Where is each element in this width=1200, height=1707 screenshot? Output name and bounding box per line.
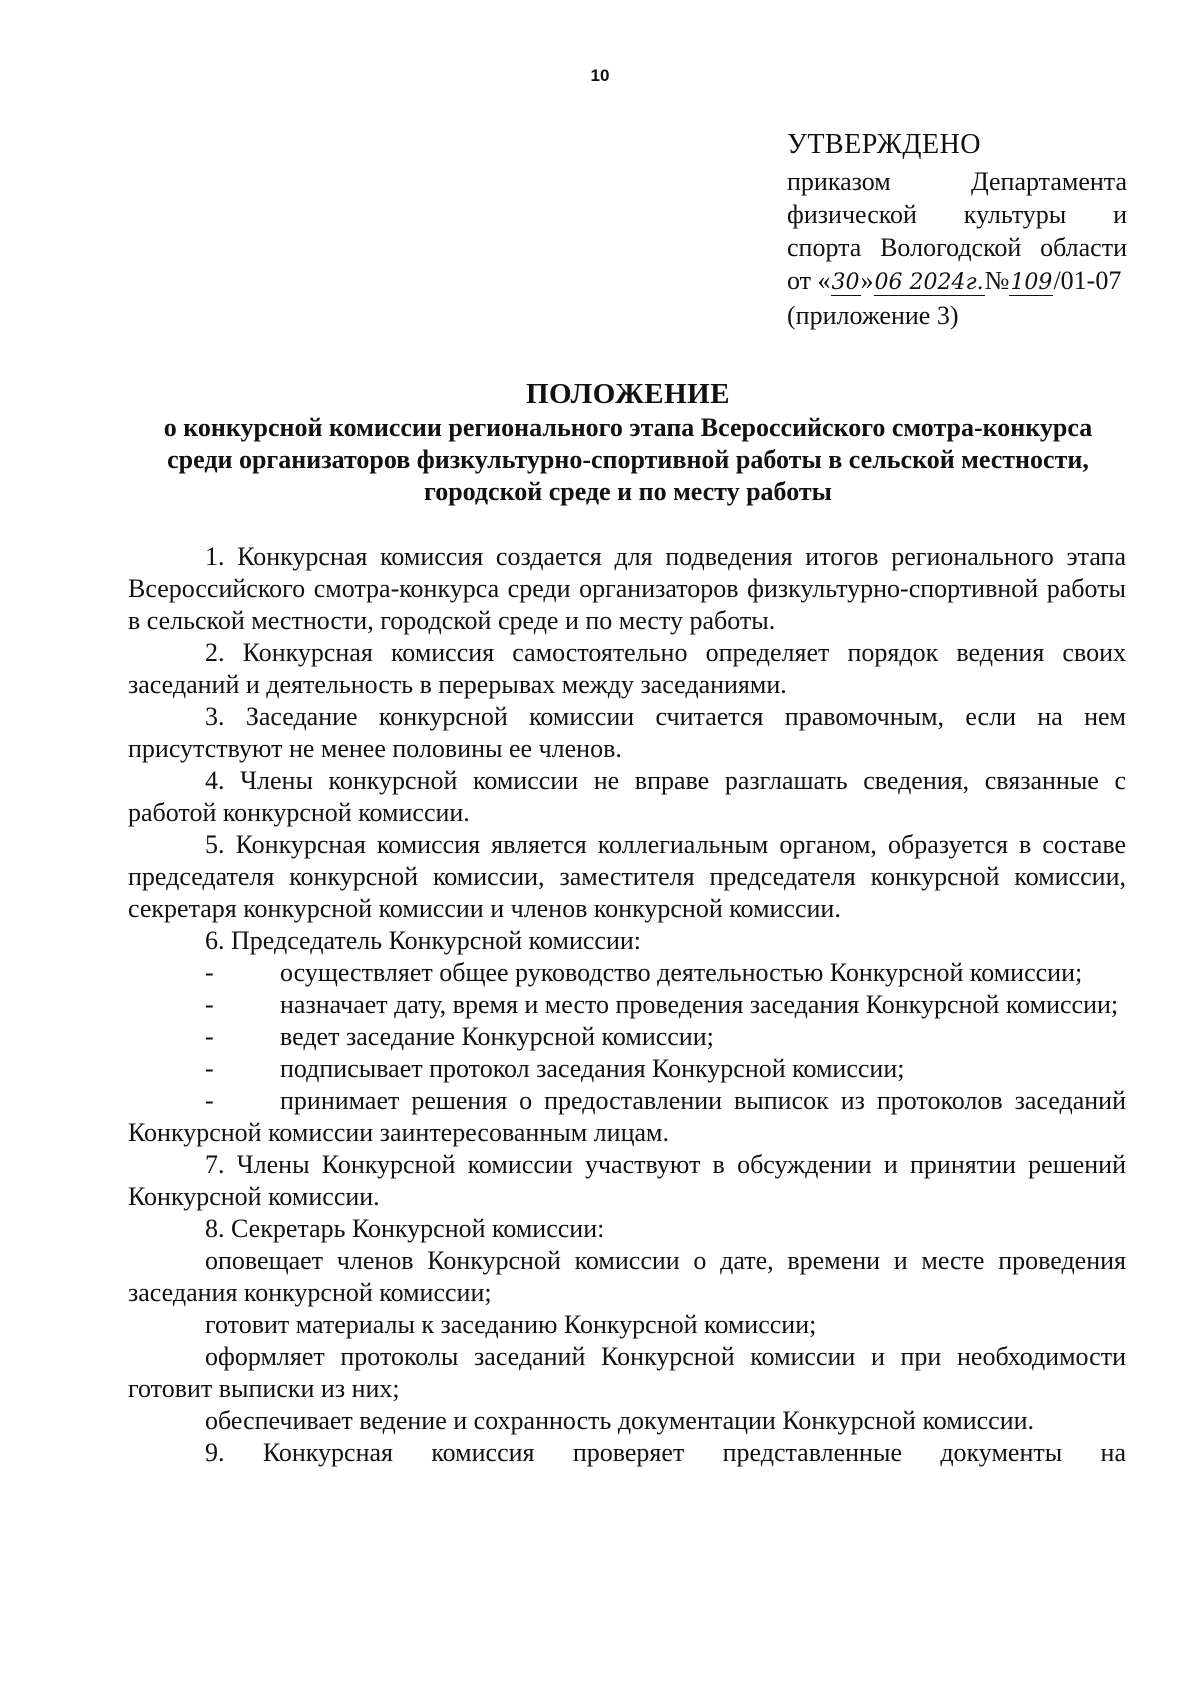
approval-heading: УТВЕРЖДЕНО: [787, 129, 982, 160]
number-sign: №: [984, 266, 1010, 295]
approval-line-1: приказом Департамента: [787, 167, 1127, 196]
handwritten-month-year: 06 2024г.: [874, 270, 984, 295]
date-mid: »: [860, 266, 874, 295]
page-number: 10: [590, 66, 610, 85]
list-dash: -: [205, 990, 214, 1019]
approval-line-3: спорта Вологодской области: [787, 233, 1127, 262]
body-paragraph: 9. Конкурсная комиссия проверяет представленные документы на: [205, 1438, 1126, 1467]
document-subtitle: о конкурсной комиссии регионального этапа Всероссийского смотра-конкурса среди организаторов физкультурно-спортивной работы в сельской местности, городской среде и по месту работы: [163, 413, 1093, 506]
body-paragraph: 4. Члены конкурсной комиссии не вправе разглашать сведения, связанные с работой конкурсной комиссии.: [128, 766, 1126, 827]
order-number-suffix: /01-07: [1053, 266, 1122, 295]
list-item-text: принимает решения о предоставлении выписок из протоколов заседаний Конкурсной комиссии заинтересованным лицам.: [128, 1086, 1126, 1147]
list-item: [128, 957, 1126, 989]
body-paragraph: 7. Члены Конкурсной комиссии участвуют в обсуждении и принятии решений Конкурсной комиссии.: [128, 1150, 1126, 1211]
list-dash: -: [205, 1054, 214, 1083]
list-item-text: осуществляет общее руководство деятельностью Конкурсной комиссии;: [280, 958, 1083, 987]
body-paragraph: 5. Конкурсная комиссия является коллегиальным органом, образуется в составе председателя конкурсной комиссии, заместителя председателя конкурсной комиссии, секретаря конкурсной комиссии и членов конкурсной комиссии.: [128, 830, 1126, 923]
body-paragraph: 2. Конкурсная комиссия самостоятельно определяет порядок ведения своих заседаний и деятельность в перерывах между заседаниями.: [128, 638, 1126, 699]
document-title-block: [128, 378, 1128, 508]
body-paragraph: оформляет протоколы заседаний Конкурсной комиссии и при необходимости готовит выписки из них;: [128, 1342, 1126, 1403]
list-dash: -: [205, 1022, 214, 1051]
list-dash: -: [205, 1086, 214, 1115]
list-dash: -: [205, 958, 214, 987]
list-item-text: назначает дату, время и место проведения заседания Конкурсной комиссии;: [280, 990, 1119, 1019]
list-item: [128, 1053, 1126, 1085]
list-item: [128, 1085, 1126, 1149]
handwritten-order-number: 109: [1010, 270, 1053, 295]
approval-order-date-line: [787, 264, 1127, 299]
list-item: [128, 1021, 1126, 1053]
date-prefix: от «: [787, 266, 831, 295]
document-title: ПОЛОЖЕНИЕ: [525, 378, 731, 410]
body-paragraph: 8. Секретарь Конкурсной комиссии:: [205, 1214, 605, 1243]
approval-line-2: физической культуры и: [787, 200, 1127, 229]
approval-appendix: (приложение 3): [787, 301, 959, 330]
handwritten-day: 30: [831, 270, 860, 295]
body-paragraph: обеспечивает ведение и сохранность документации Конкурсной комиссии.: [205, 1406, 1035, 1435]
document-body: [128, 541, 1126, 1469]
body-paragraph: оповещает членов Конкурсной комиссии о дате, времени и месте проведения заседания конкурсной комиссии;: [128, 1246, 1126, 1307]
approval-stamp-block: [787, 128, 1127, 332]
list-item: [128, 989, 1126, 1021]
list-item-text: ведет заседание Конкурсной комиссии;: [280, 1022, 714, 1051]
body-paragraph: 3. Заседание конкурсной комиссии считается правомочным, если на нем присутствуют не менее половины ее членов.: [128, 702, 1126, 763]
body-paragraph: 6. Председатель Конкурсной комиссии:: [205, 926, 641, 955]
body-paragraph: 1. Конкурсная комиссия создается для подведения итогов регионального этапа Всероссийского смотра-конкурса среди организаторов физкультурно-спортивной работы в сельской местности, городской среде и по месту работы.: [128, 542, 1126, 635]
list-item-text: подписывает протокол заседания Конкурсной комиссии;: [280, 1054, 905, 1083]
body-paragraph: готовит материалы к заседанию Конкурсной комиссии;: [205, 1310, 817, 1339]
